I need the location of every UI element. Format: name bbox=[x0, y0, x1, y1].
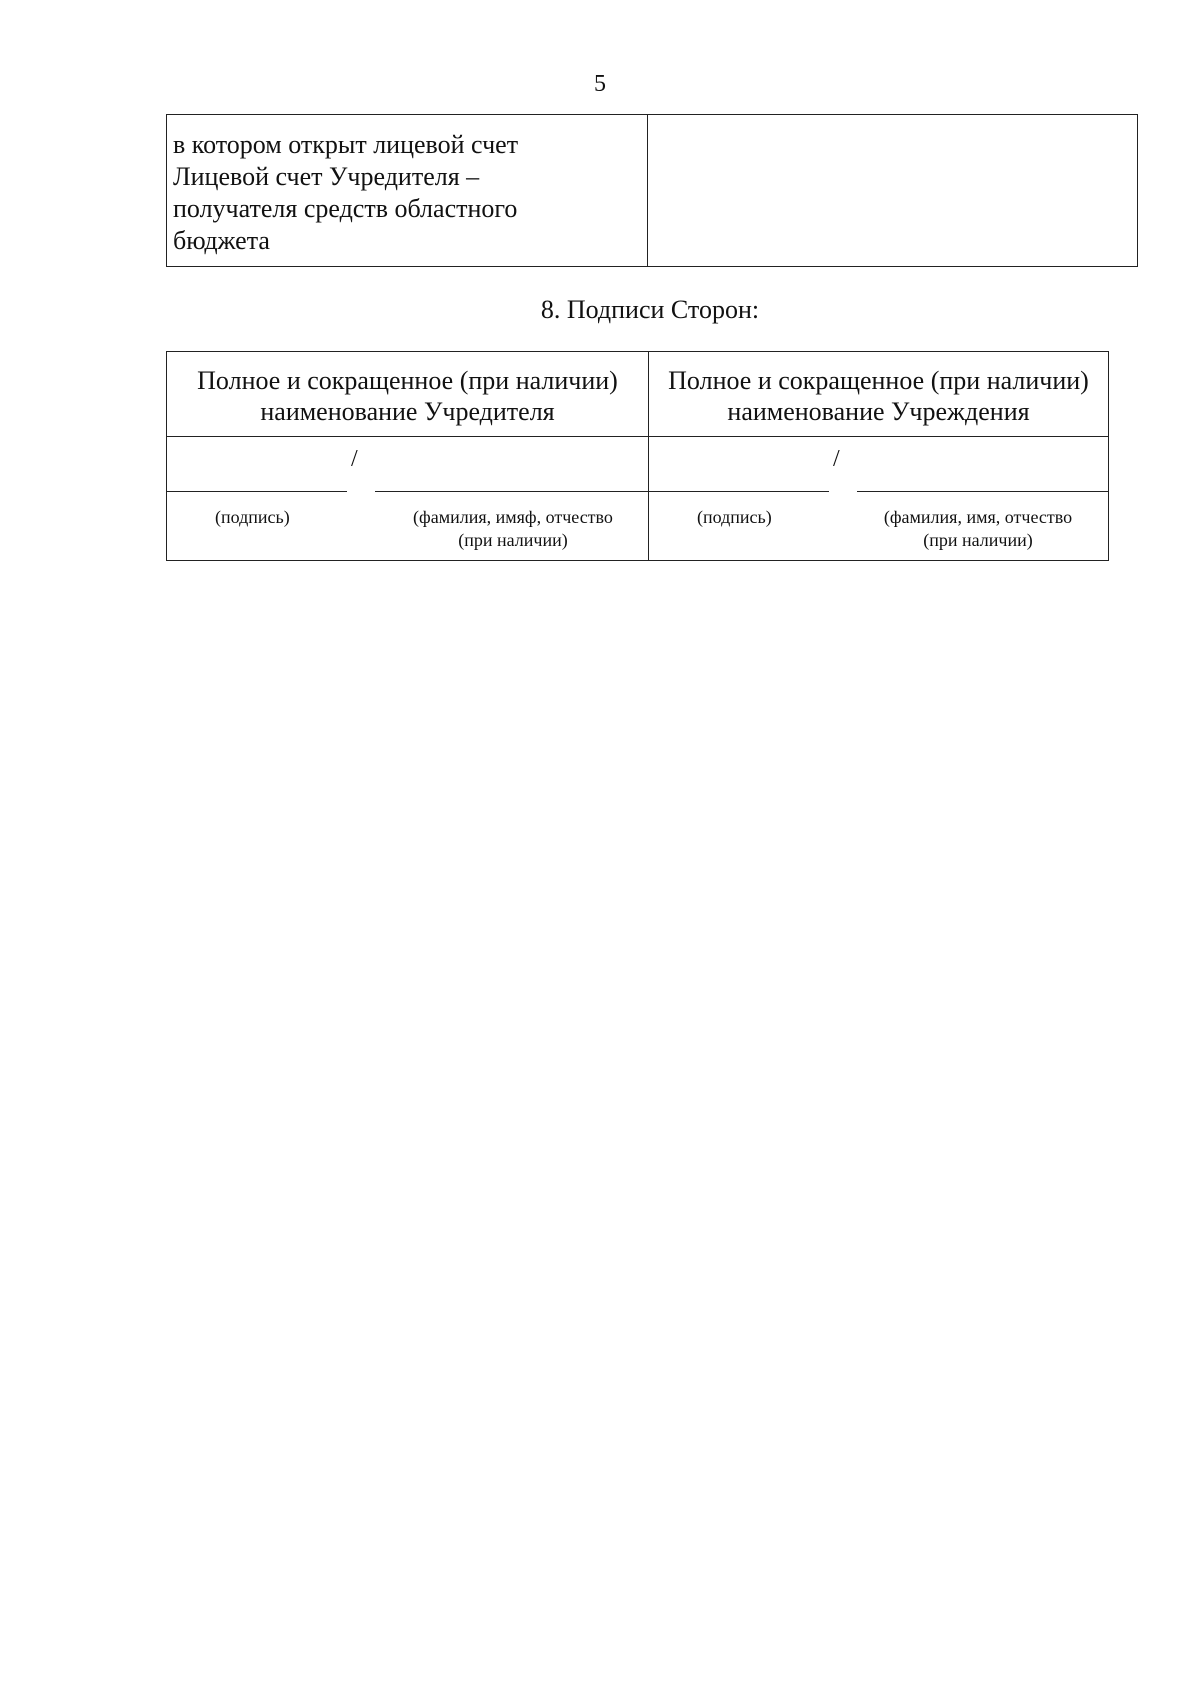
account-label-line: Лицевой счет Учредителя – bbox=[173, 162, 480, 191]
founder-signature-column bbox=[167, 352, 648, 560]
institution-slash: / bbox=[833, 446, 840, 472]
founder-caption-row bbox=[167, 492, 648, 560]
account-value-cell bbox=[648, 115, 1137, 266]
institution-caption-row bbox=[649, 492, 1108, 560]
account-label-line: в котором открыт лицевой счет bbox=[173, 130, 519, 159]
account-table bbox=[166, 114, 1138, 267]
founder-name-caption bbox=[393, 506, 633, 552]
page-number: 5 bbox=[594, 71, 606, 97]
founder-slash: / bbox=[351, 446, 358, 472]
account-label-line: получателя средств областного bbox=[173, 194, 518, 223]
account-label-line: бюджета bbox=[173, 226, 270, 255]
institution-name-caption-line: (при наличии) bbox=[923, 530, 1033, 550]
institution-heading bbox=[649, 352, 1108, 437]
founder-sign-caption: (подпись) bbox=[215, 507, 290, 527]
institution-heading-line: наименование Учреждения bbox=[727, 397, 1030, 426]
account-label-cell bbox=[167, 115, 648, 266]
section-title: 8. Подписи Сторон: bbox=[540, 295, 760, 324]
signatures-table bbox=[166, 351, 1109, 561]
institution-name-caption bbox=[863, 506, 1093, 552]
founder-heading-line: наименование Учредителя bbox=[260, 397, 555, 426]
founder-name-caption-line: (фамилия, имяф, отчество bbox=[413, 507, 613, 527]
founder-name-caption-line: (при наличии) bbox=[458, 530, 568, 550]
institution-heading-line: Полное и сокращенное (при наличии) bbox=[668, 366, 1089, 395]
institution-name-caption-line: (фамилия, имя, отчество bbox=[883, 507, 1073, 527]
founder-signature-row bbox=[167, 437, 648, 492]
founder-heading-line: Полное и сокращенное (при наличии) bbox=[197, 366, 618, 395]
institution-signature-row bbox=[649, 437, 1108, 492]
institution-signature-column bbox=[648, 352, 1108, 560]
institution-sign-caption: (подпись) bbox=[697, 507, 772, 527]
founder-heading bbox=[167, 352, 648, 437]
